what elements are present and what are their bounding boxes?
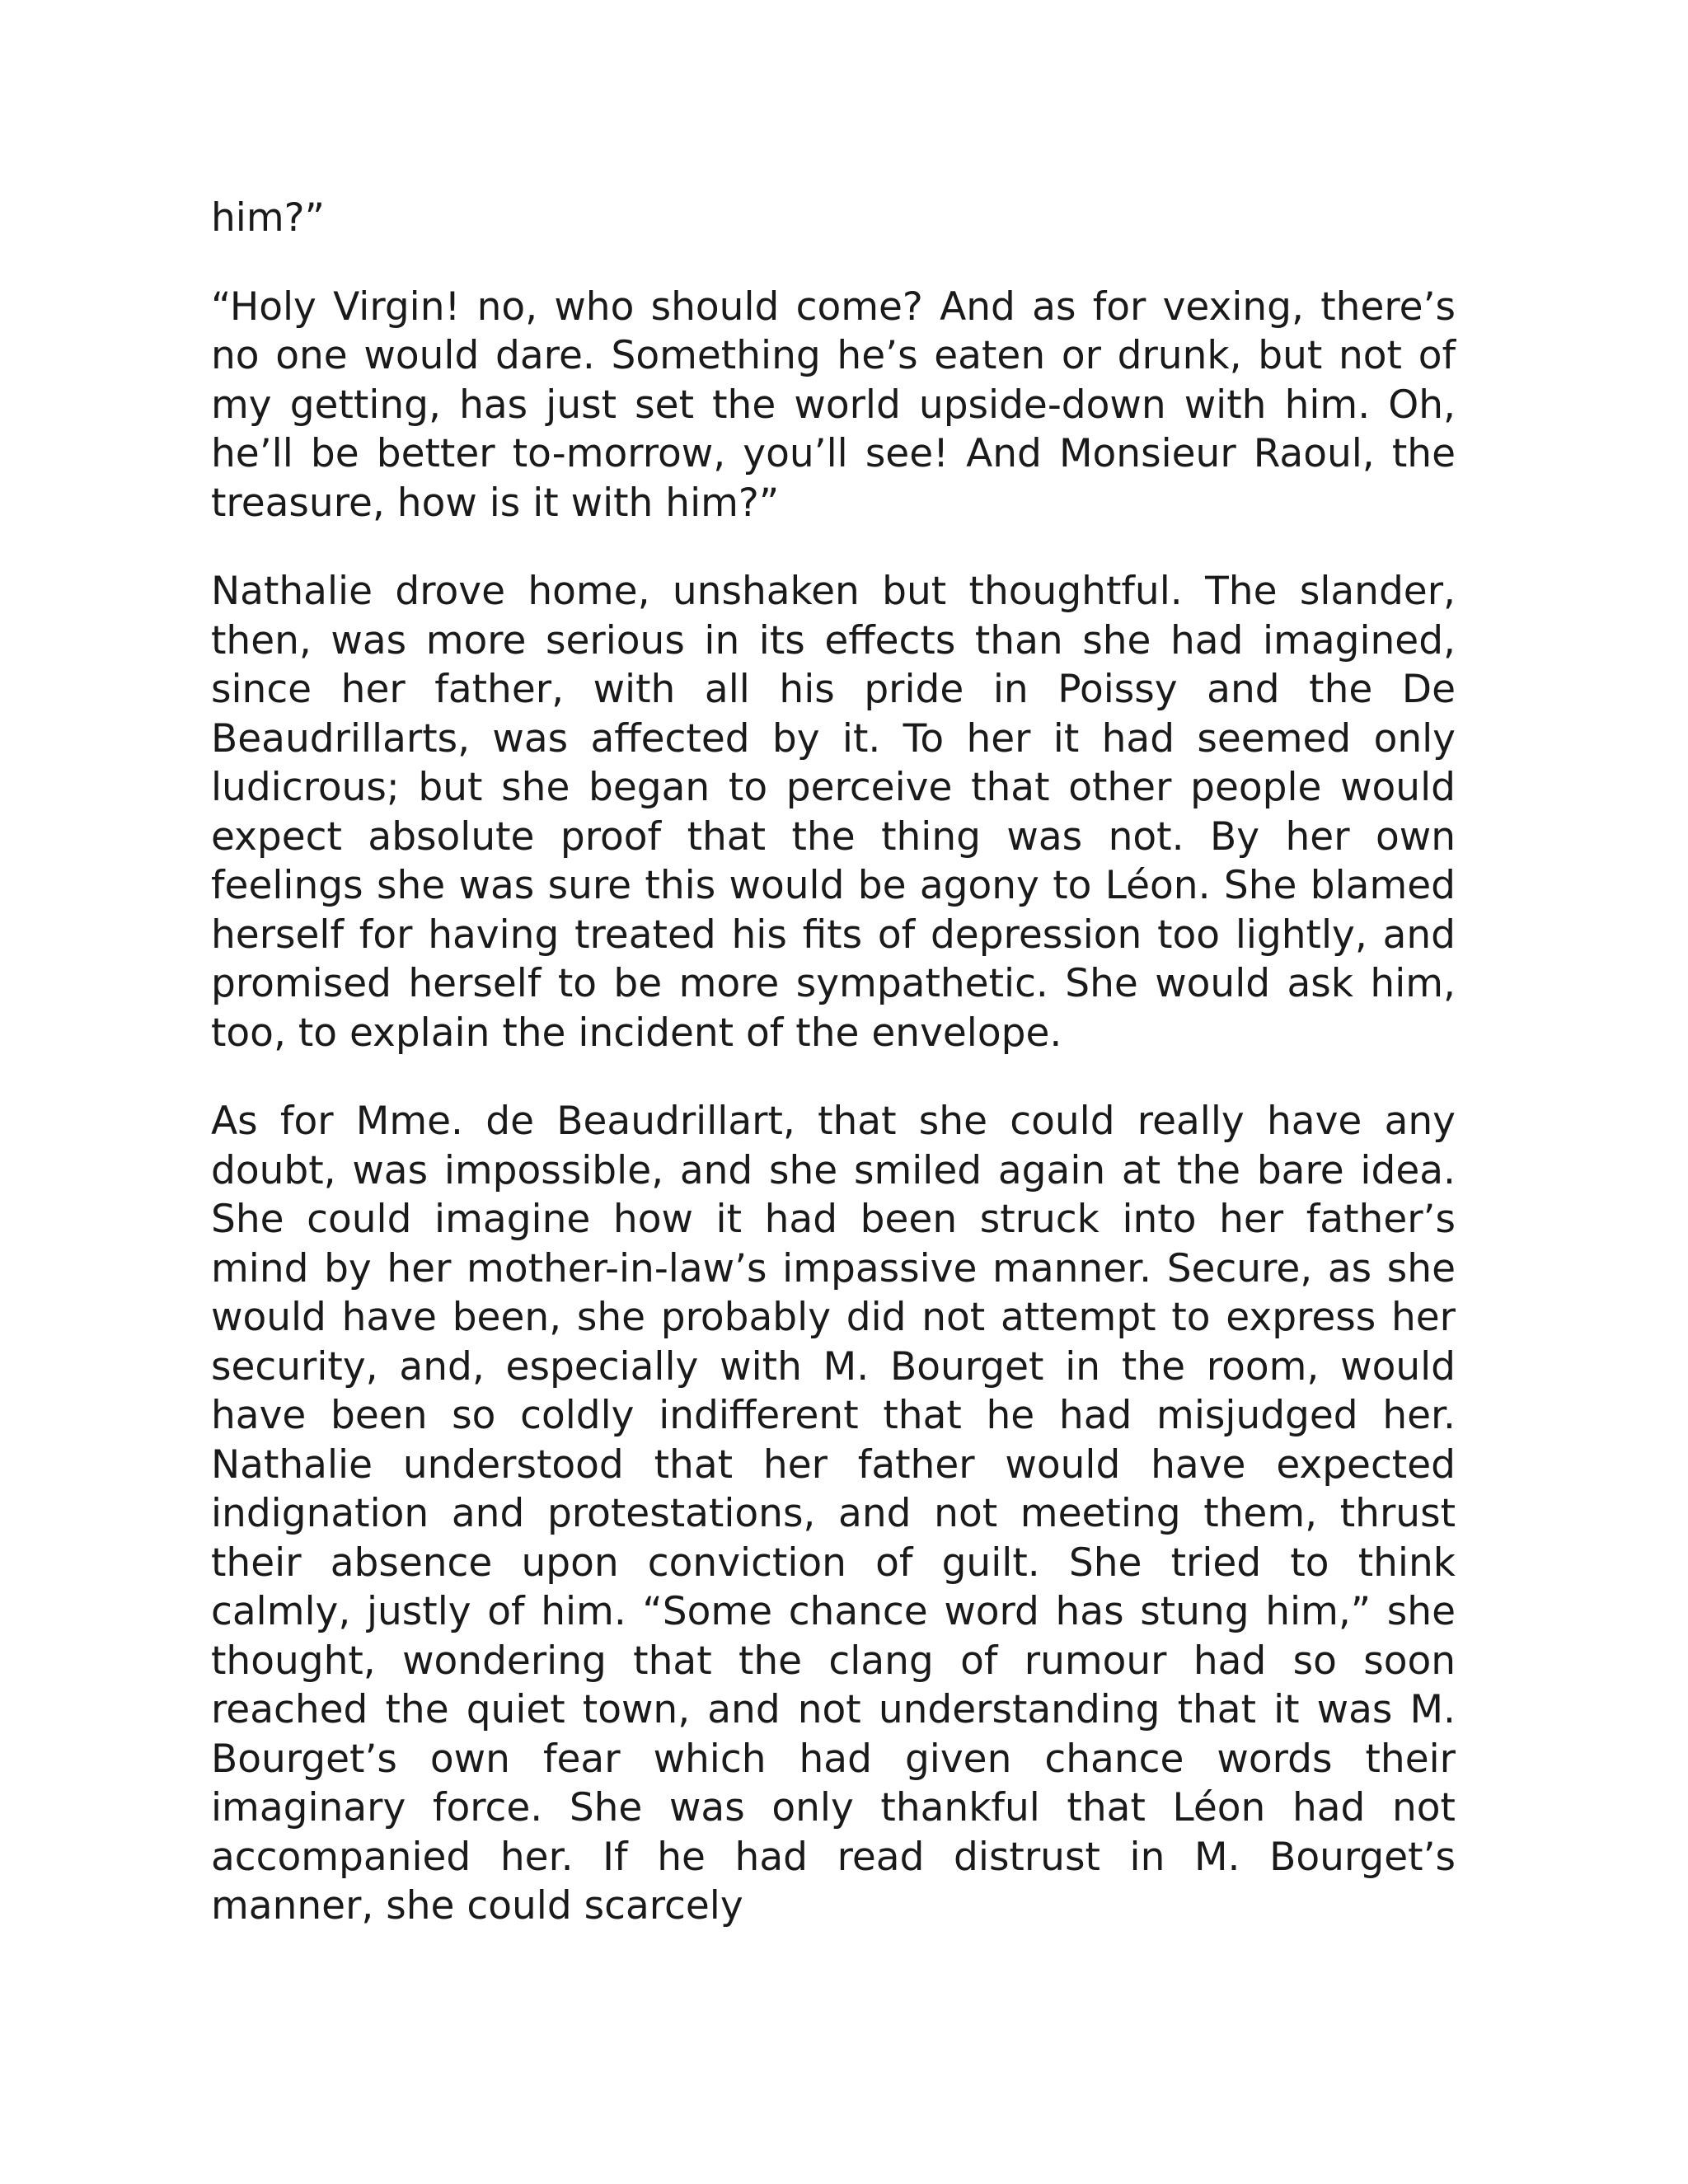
paragraph-4: As for Mme. de Beaudrillart, that she could really have any doubt, was impossible, and she smiled again at the bare idea. She could imagine how it had been struck into her father’s mind by her mother-in-law’s impassive manner. Secure, as she would have been, she probably did not attempt to express her security, and, especially with M. Bourget in the room, would have been so coldly indifferent that he had misjudged her. Nathalie understood that her father would have expected indignation and protestations, and not meeting them, thrust their absence upon conviction of guilt. She tried to think calmly, justly of him. “Some chance word has stung him,” she thought, wondering that the clang of rumour had so soon reached the quiet town, and not understanding that it was M. Bourget’s own fear which had given chance words their imaginary force. She was only thankful that Léon had not accompanied her. If he had read distrust in M. Bourget’s manner, she could scarcely <box>211 1099 1456 1929</box>
paragraph-2: “Holy Virgin! no, who should come? And as for vexing, there’s no one would dare. Something he’s eaten or drunk, but not of my getting, has just set the world upside-down with him. Oh, he’ll be better to-morrow, you’ll see! And Monsieur Raoul, the treasure, how is it with him?” <box>211 284 1456 526</box>
paragraph-1: him?” <box>211 195 325 241</box>
page-body <box>211 194 1456 1931</box>
paragraph-3: Nathalie drove home, unshaken but thoughtful. The slander, then, was more serious in its effects than she had imagined, since her father, with all his pride in Poissy and the De Beaudrillarts, was affected by it. To her it had seemed only ludicrous; but she began to perceive that other people would expect absolute proof that the thing was not. By her own feelings she was sure this would be agony to Léon. She blamed herself for having treated his fits of depression too lightly, and promised herself to be more sympathetic. She would ask him, too, to explain the incident of the envelope. <box>211 569 1456 1056</box>
